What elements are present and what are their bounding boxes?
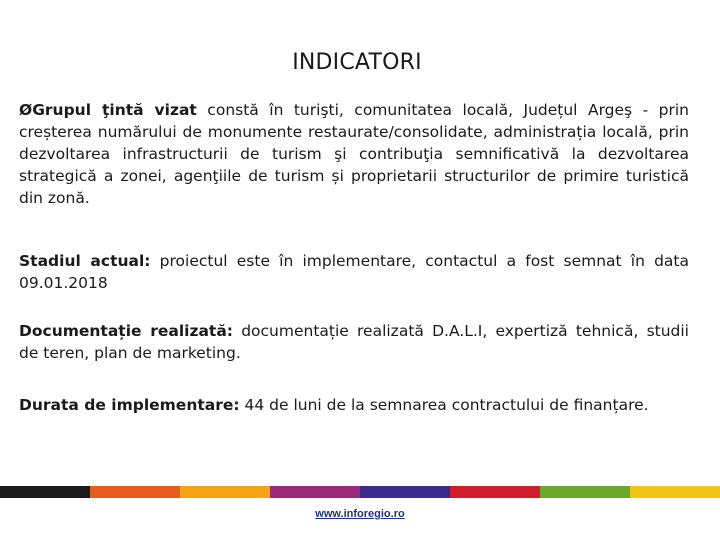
color-band-segment xyxy=(360,486,450,498)
color-band-segment xyxy=(90,486,180,498)
paragraph-documentation xyxy=(19,320,689,364)
documentation-text: documentație realizată D.A.L.I, expertiză tehnică, studii de teren, plan de marketing. xyxy=(19,322,689,362)
color-band-segment xyxy=(0,486,90,498)
status-text: proiectul este în implementare, contactul a fost semnat în data 09.01.2018 xyxy=(19,252,690,292)
target-group-text: constă în turişti, comunitatea locală, Județul Argeş - prin creșterea numărului de monumente restaurate/consolidate, administrația locală, prin dezvoltarea infrastructurii de turism şi contribuţia semnificativă la dezvoltarea strategică a zonei, agenţiile de turism și proprietarii structurilor de primire turistică din zonă. xyxy=(19,101,689,207)
target-group-label: Grupul ţintă vizat xyxy=(32,101,197,119)
duration-text: 44 de luni de la semnarea contractului de finanțare. xyxy=(239,396,649,414)
color-band-segment xyxy=(450,486,540,498)
footer-website-link[interactable]: www.inforegio.ro xyxy=(315,508,405,520)
color-band-segment xyxy=(270,486,360,498)
paragraph-duration xyxy=(19,394,689,416)
color-band-segment xyxy=(540,486,630,498)
arrow-bullet-icon: Ø xyxy=(19,101,33,119)
paragraph-target-group xyxy=(19,99,689,209)
slide-title: INDICATORI xyxy=(292,50,422,75)
color-band-segment xyxy=(630,486,720,498)
documentation-label: Documentație realizată: xyxy=(19,322,233,340)
duration-label: Durata de implementare: xyxy=(19,396,240,414)
footer-color-band xyxy=(0,486,720,498)
status-label: Stadiul actual: xyxy=(19,252,151,270)
color-band-segment xyxy=(180,486,270,498)
paragraph-status xyxy=(19,250,689,294)
